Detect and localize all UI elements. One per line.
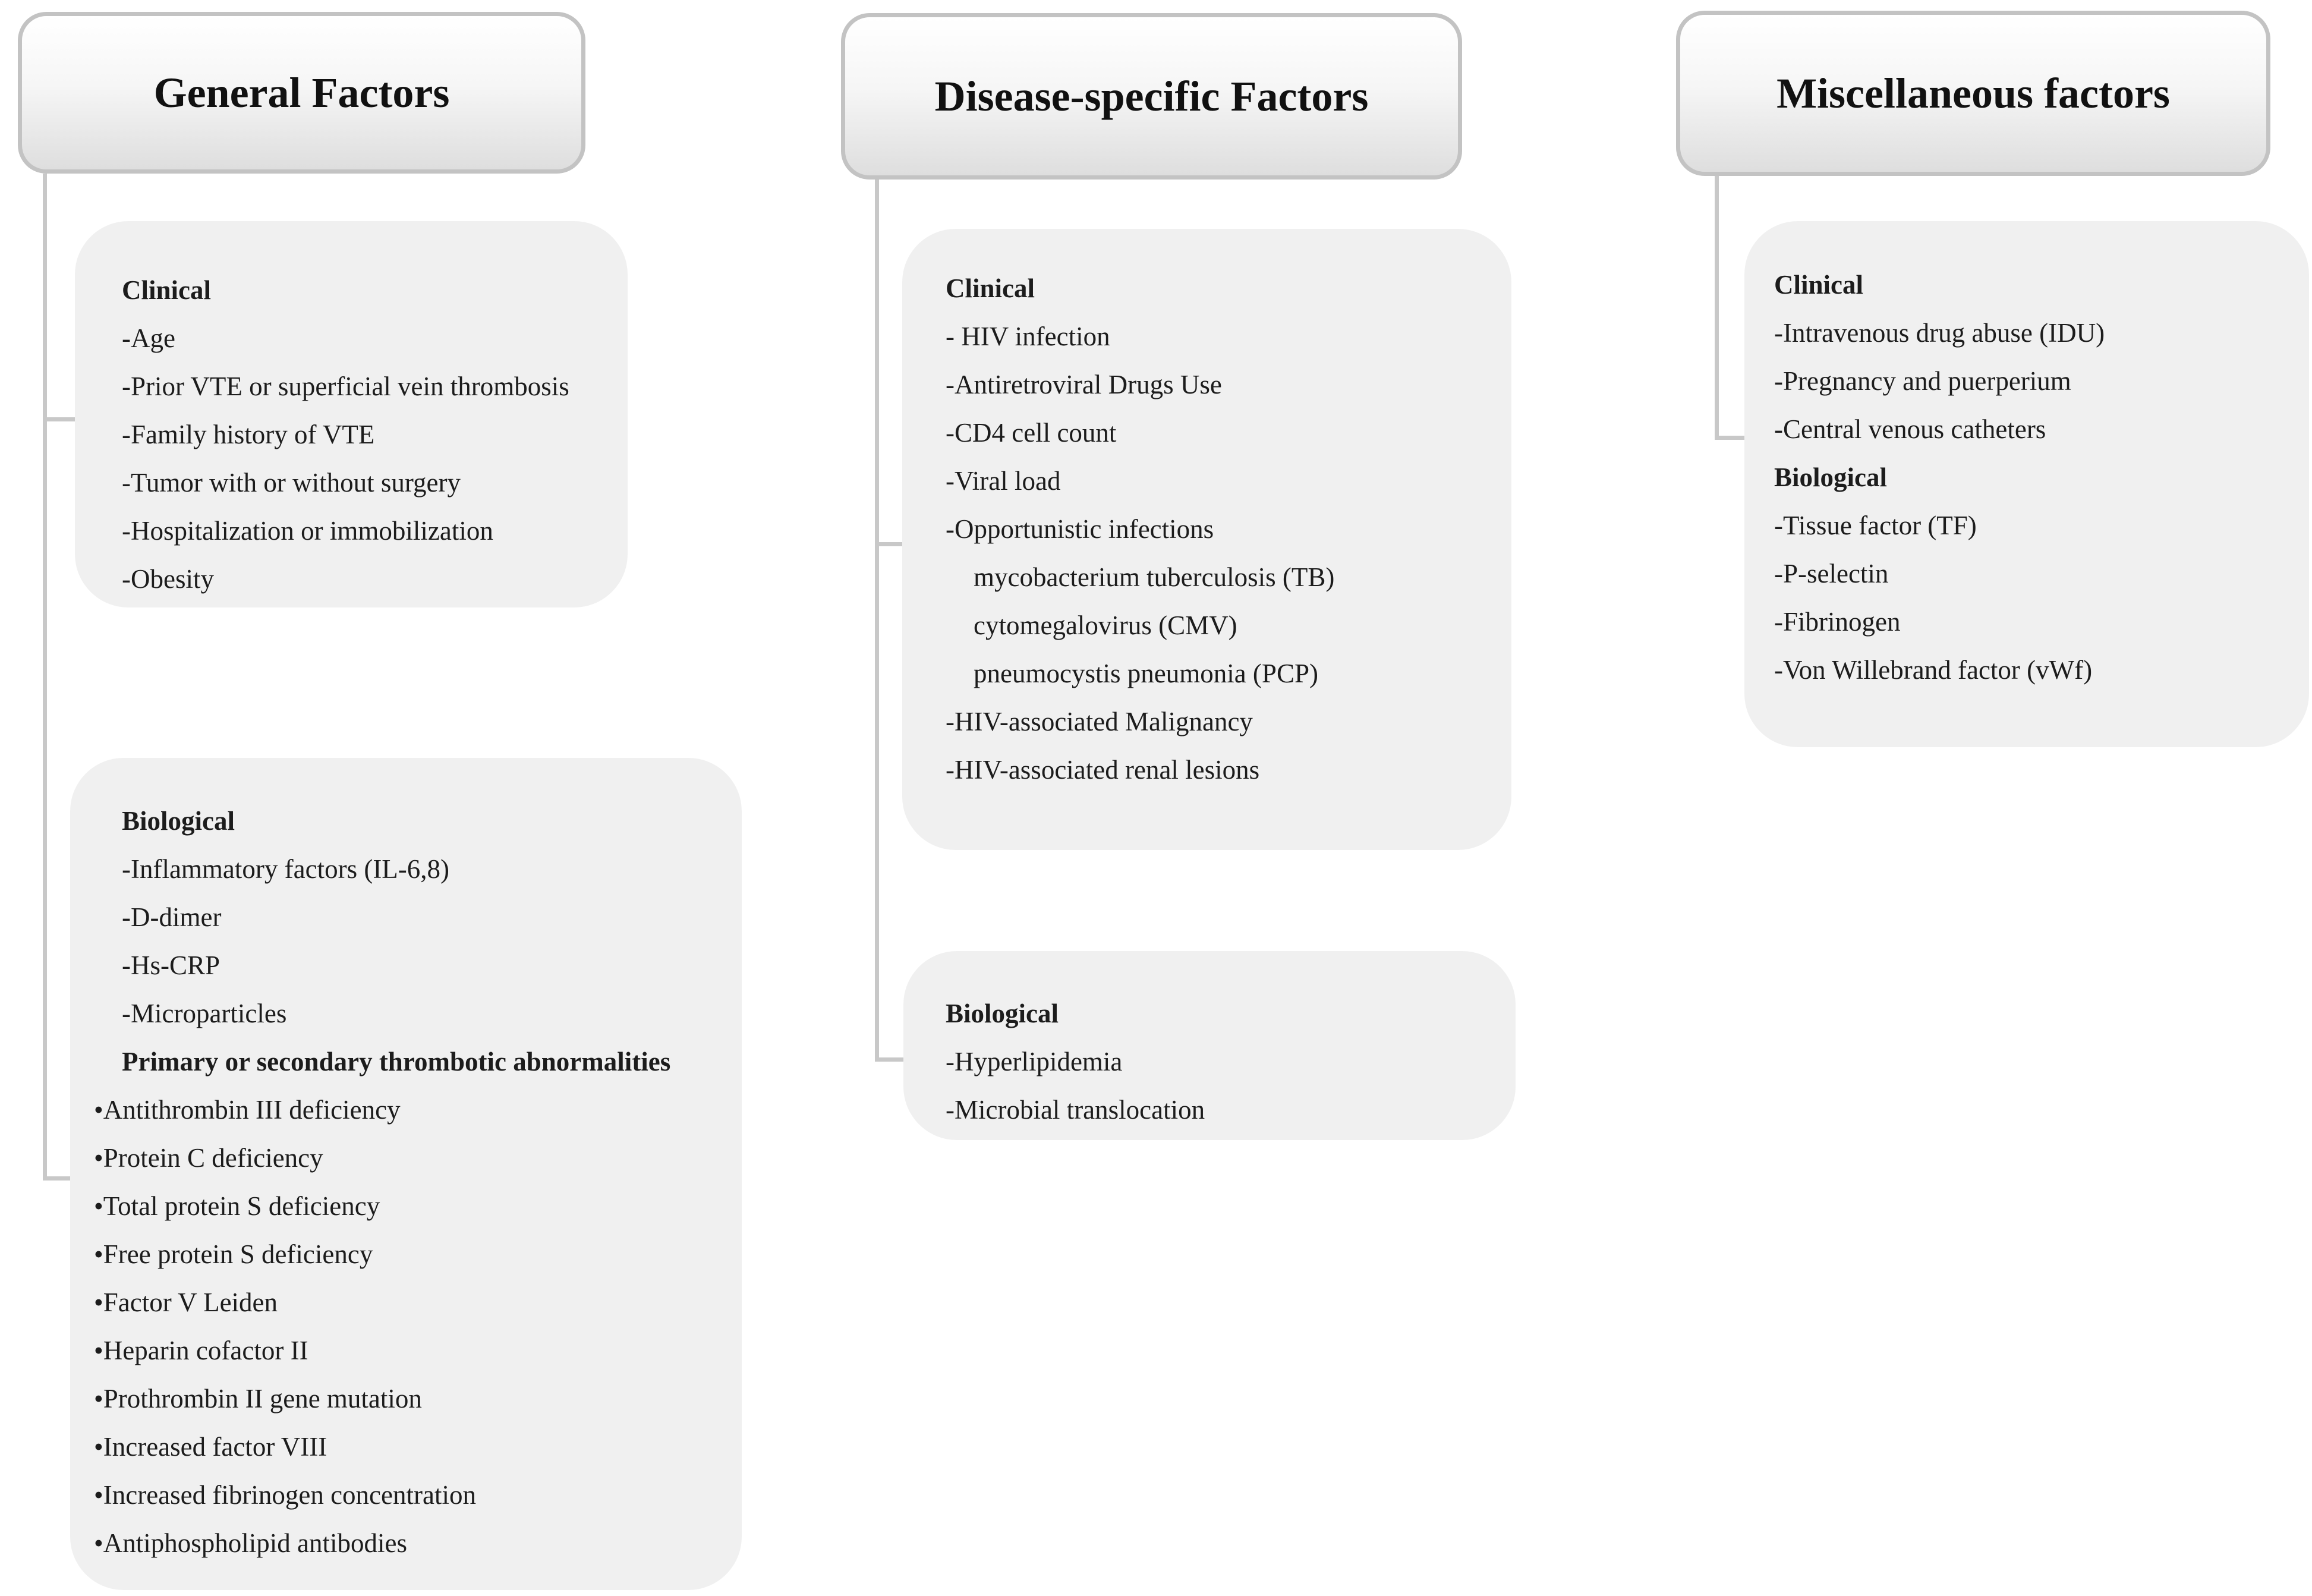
bullet-item: •Prothrombin II gene mutation <box>94 1384 422 1414</box>
misc-trunk-connector <box>1715 176 1719 440</box>
bullet-item: •Antithrombin III deficiency <box>94 1095 401 1125</box>
list-item: -Obesity <box>122 564 214 594</box>
header-disease-specific-factors <box>841 13 1462 180</box>
disease-clinical-box <box>902 229 1511 850</box>
sub-item: mycobacterium tuberculosis (TB) <box>974 562 1335 592</box>
sub-item: pneumocystis pneumonia (PCP) <box>974 659 1318 688</box>
disease-trunk-connector <box>875 180 879 1062</box>
list-item: -Tissue factor (TF) <box>1774 511 1977 540</box>
misc-box <box>1744 221 2309 747</box>
list-item: -Microparticles <box>122 999 287 1028</box>
bullet-item: •Factor V Leiden <box>94 1287 278 1317</box>
subheading: Clinical <box>122 275 212 305</box>
list-item: -Inflammatory factors (IL-6,8) <box>122 854 450 884</box>
header-miscellaneous-factors <box>1676 11 2270 176</box>
disease-biological-box <box>903 951 1516 1140</box>
subheading: Biological <box>946 999 1059 1028</box>
list-item: -Fibrinogen <box>1774 607 1901 637</box>
misc-branch-connector <box>1715 436 1747 440</box>
list-item: -Intravenous drug abuse (IDU) <box>1774 318 2105 348</box>
bullet-item: •Total protein S deficiency <box>94 1191 380 1221</box>
subheading: Clinical <box>1774 270 1864 300</box>
list-item: - HIV infection <box>946 322 1110 351</box>
general-clinical-branch-connector <box>43 417 76 421</box>
list-item: -D-dimer <box>122 902 222 932</box>
list-item: -P-selectin <box>1774 559 1889 588</box>
list-item: -Prior VTE or superficial vein thrombosis <box>122 372 569 401</box>
general-biological-branch-connector <box>43 1176 73 1181</box>
bullet-item: •Free protein S deficiency <box>94 1239 373 1269</box>
header-general-factors-title: General Factors <box>153 68 450 117</box>
list-item: -Central venous catheters <box>1774 414 2046 444</box>
list-item: -Microbial translocation <box>946 1095 1205 1125</box>
header-general-factors <box>18 12 585 174</box>
list-item: -Pregnancy and puerperium <box>1774 366 2071 396</box>
list-item: -Von Willebrand factor (vWf) <box>1774 655 2093 685</box>
bullet-item: •Antiphospholipid antibodies <box>94 1528 407 1558</box>
general-biological-box <box>70 758 742 1590</box>
list-item: -HIV-associated renal lesions <box>946 755 1260 785</box>
list-item: -Hospitalization or immobilization <box>122 516 493 546</box>
bullet-item: •Heparin cofactor II <box>94 1336 308 1365</box>
list-item: -Opportunistic infections <box>946 514 1214 544</box>
bullet-item: •Protein C deficiency <box>94 1143 323 1173</box>
general-clinical-box <box>75 221 628 607</box>
list-item: -Age <box>122 323 175 353</box>
disease-biological-branch-connector <box>875 1057 905 1062</box>
list-item: -HIV-associated Malignancy <box>946 707 1253 736</box>
subheading: Biological <box>122 806 235 836</box>
subheading: Primary or secondary thrombotic abnormalities <box>122 1047 671 1076</box>
list-item: -Tumor with or without surgery <box>122 468 461 498</box>
bullet-item: •Increased fibrinogen concentration <box>94 1480 476 1510</box>
disease-clinical-branch-connector <box>875 542 903 546</box>
sub-item: cytomegalovirus (CMV) <box>974 610 1237 640</box>
header-disease-specific-factors-title: Disease-specific Factors <box>934 72 1369 120</box>
list-item: -Antiretroviral Drugs Use <box>946 370 1222 399</box>
list-item: -CD4 cell count <box>946 418 1117 448</box>
subheading: Clinical <box>946 273 1035 303</box>
general-trunk-connector <box>43 174 47 1181</box>
list-item: -Viral load <box>946 466 1061 496</box>
bullet-item: •Increased factor VIII <box>94 1432 327 1462</box>
subheading: Biological <box>1774 462 1887 492</box>
header-miscellaneous-factors-title: Miscellaneous factors <box>1776 69 2170 117</box>
list-item: -Family history of VTE <box>122 420 375 449</box>
list-item: -Hs-CRP <box>122 950 221 980</box>
list-item: -Hyperlipidemia <box>946 1047 1123 1076</box>
